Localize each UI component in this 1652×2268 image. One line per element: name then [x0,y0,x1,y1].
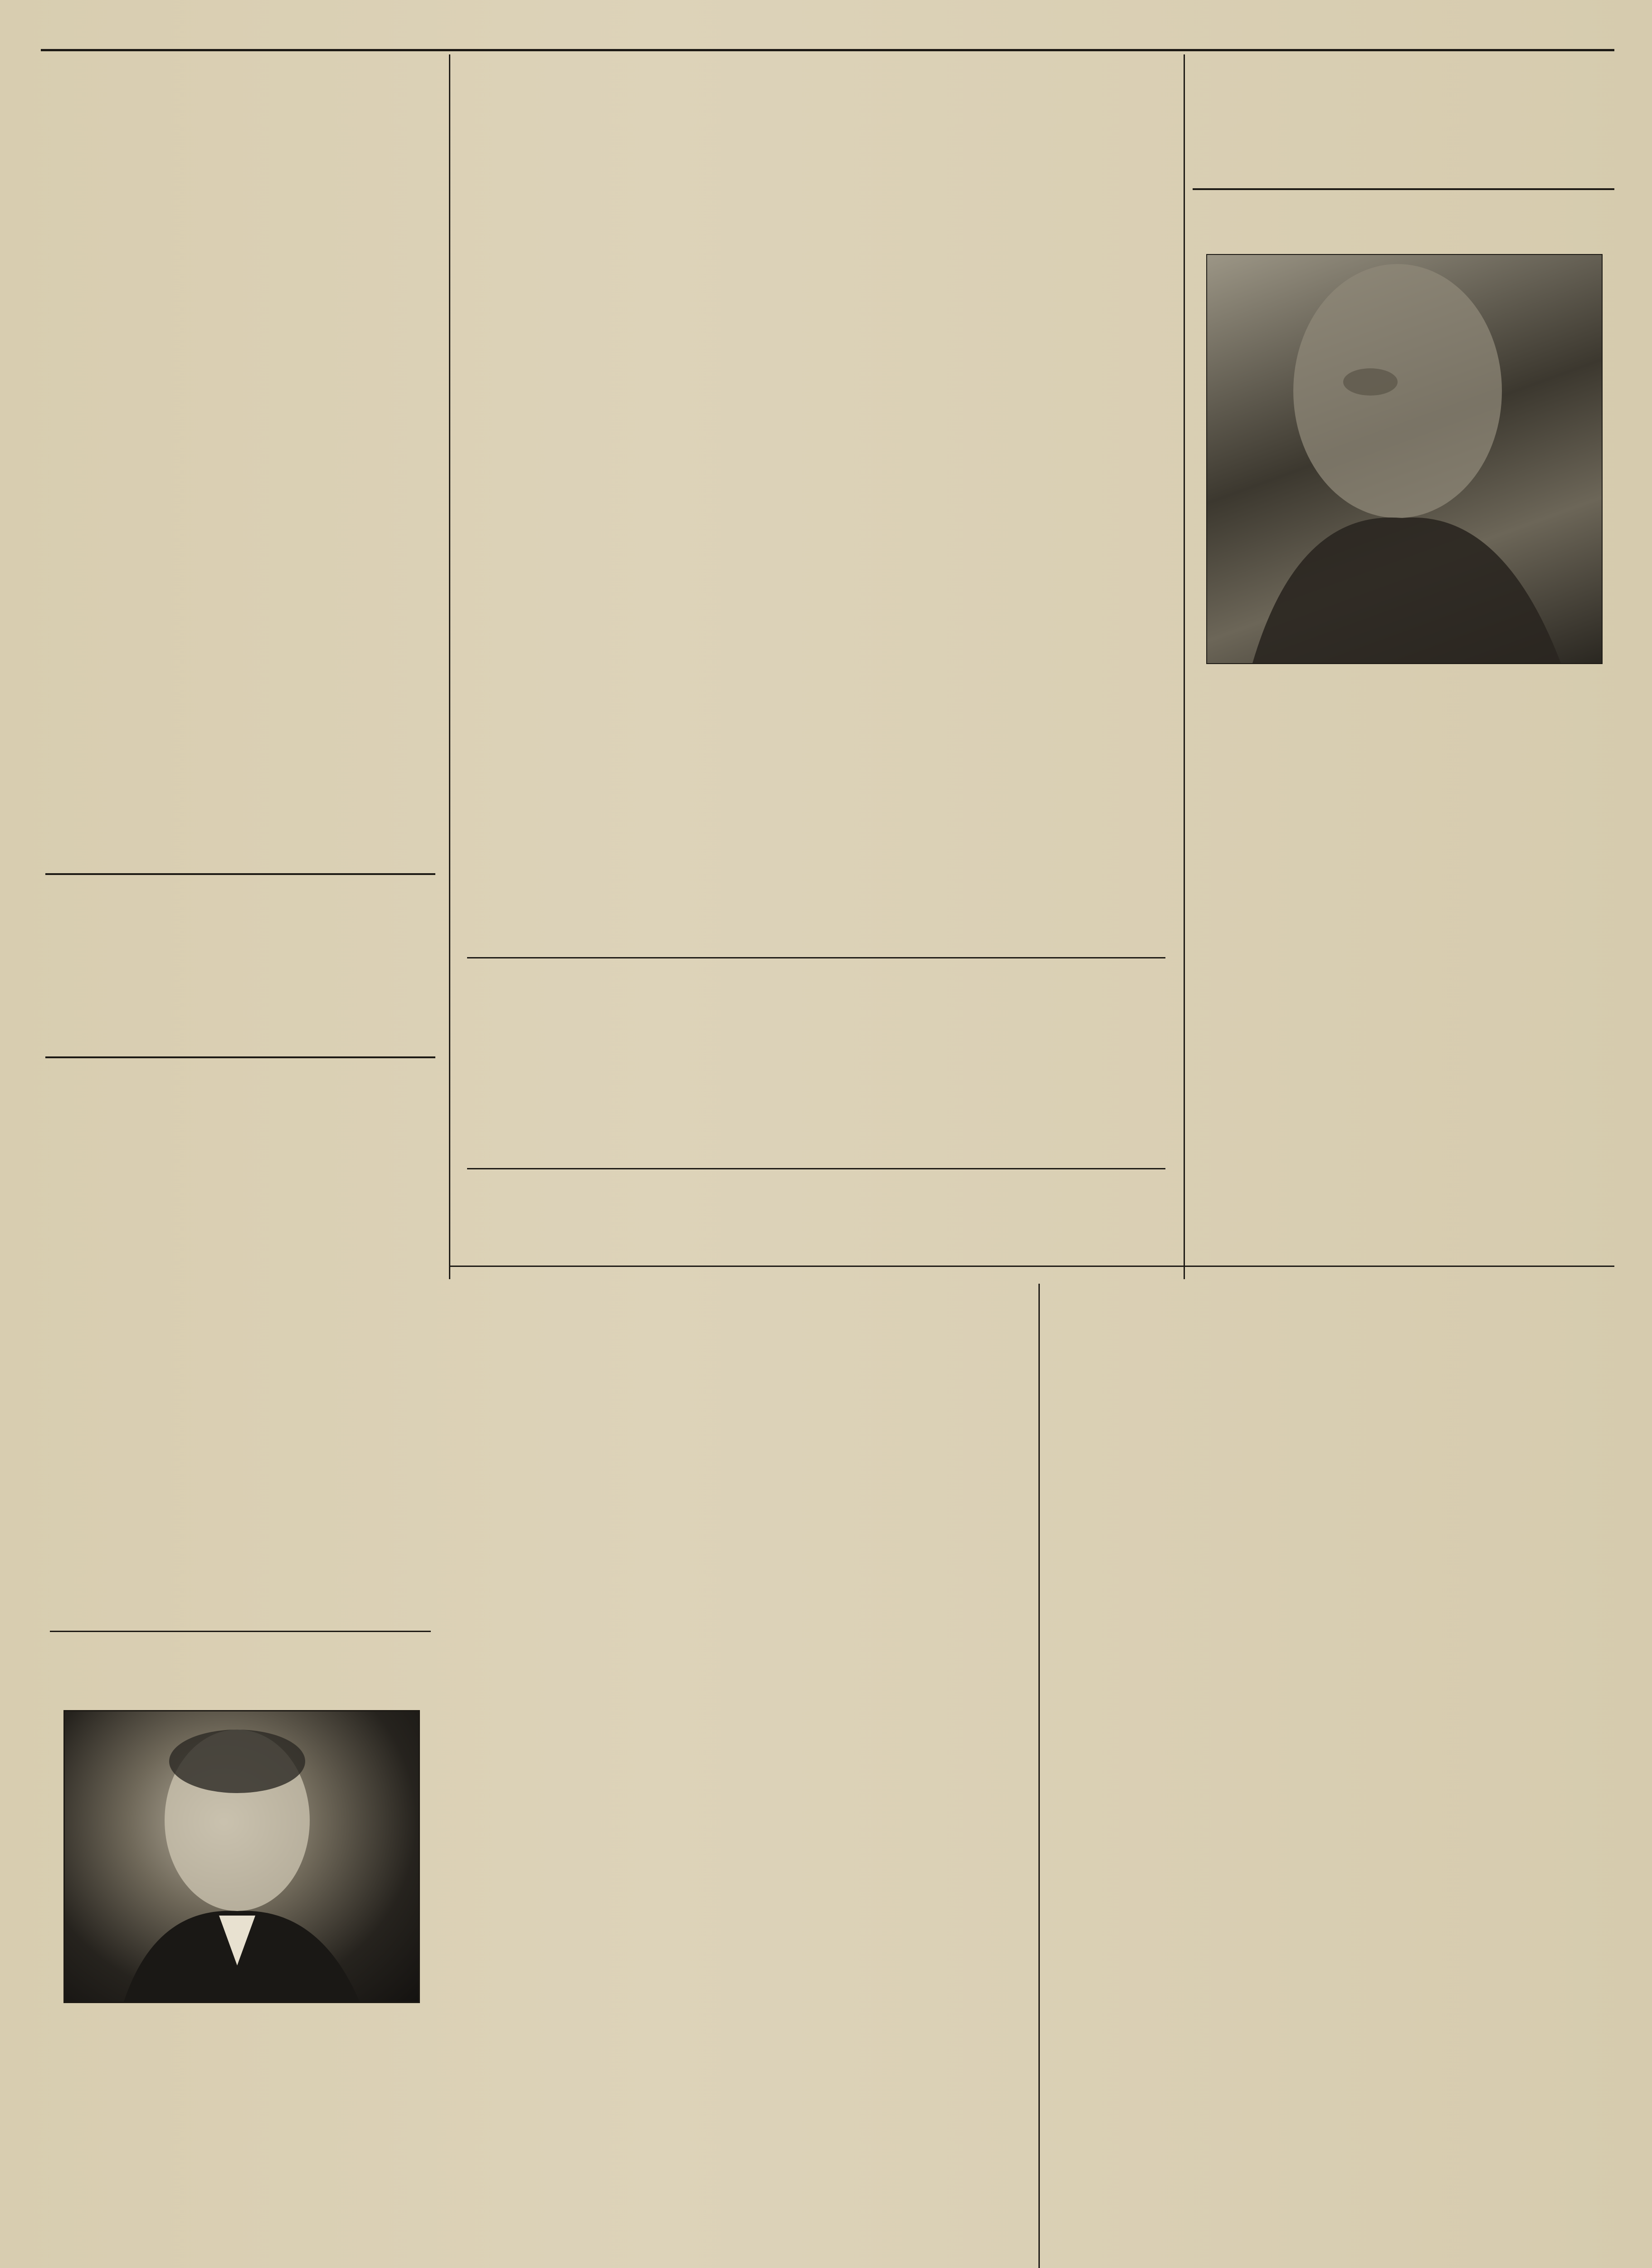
jos-zika-portrait-photo [63,1710,420,2003]
section-rule [467,1168,1165,1169]
column-rule [1184,54,1185,1279]
column-rule [1038,1284,1040,2268]
column-rule [449,54,450,1279]
section-rule [467,957,1165,958]
section-rule [50,1631,431,1632]
film-still-illustration [1207,255,1602,663]
section-rule [1193,188,1614,190]
greta-garbo-photo [1206,254,1603,664]
header-rule [41,49,1614,51]
londyn-body [1197,686,1610,1502]
embassy-bar-advertisement [45,873,435,1058]
portrait-illustration [65,1711,419,2002]
